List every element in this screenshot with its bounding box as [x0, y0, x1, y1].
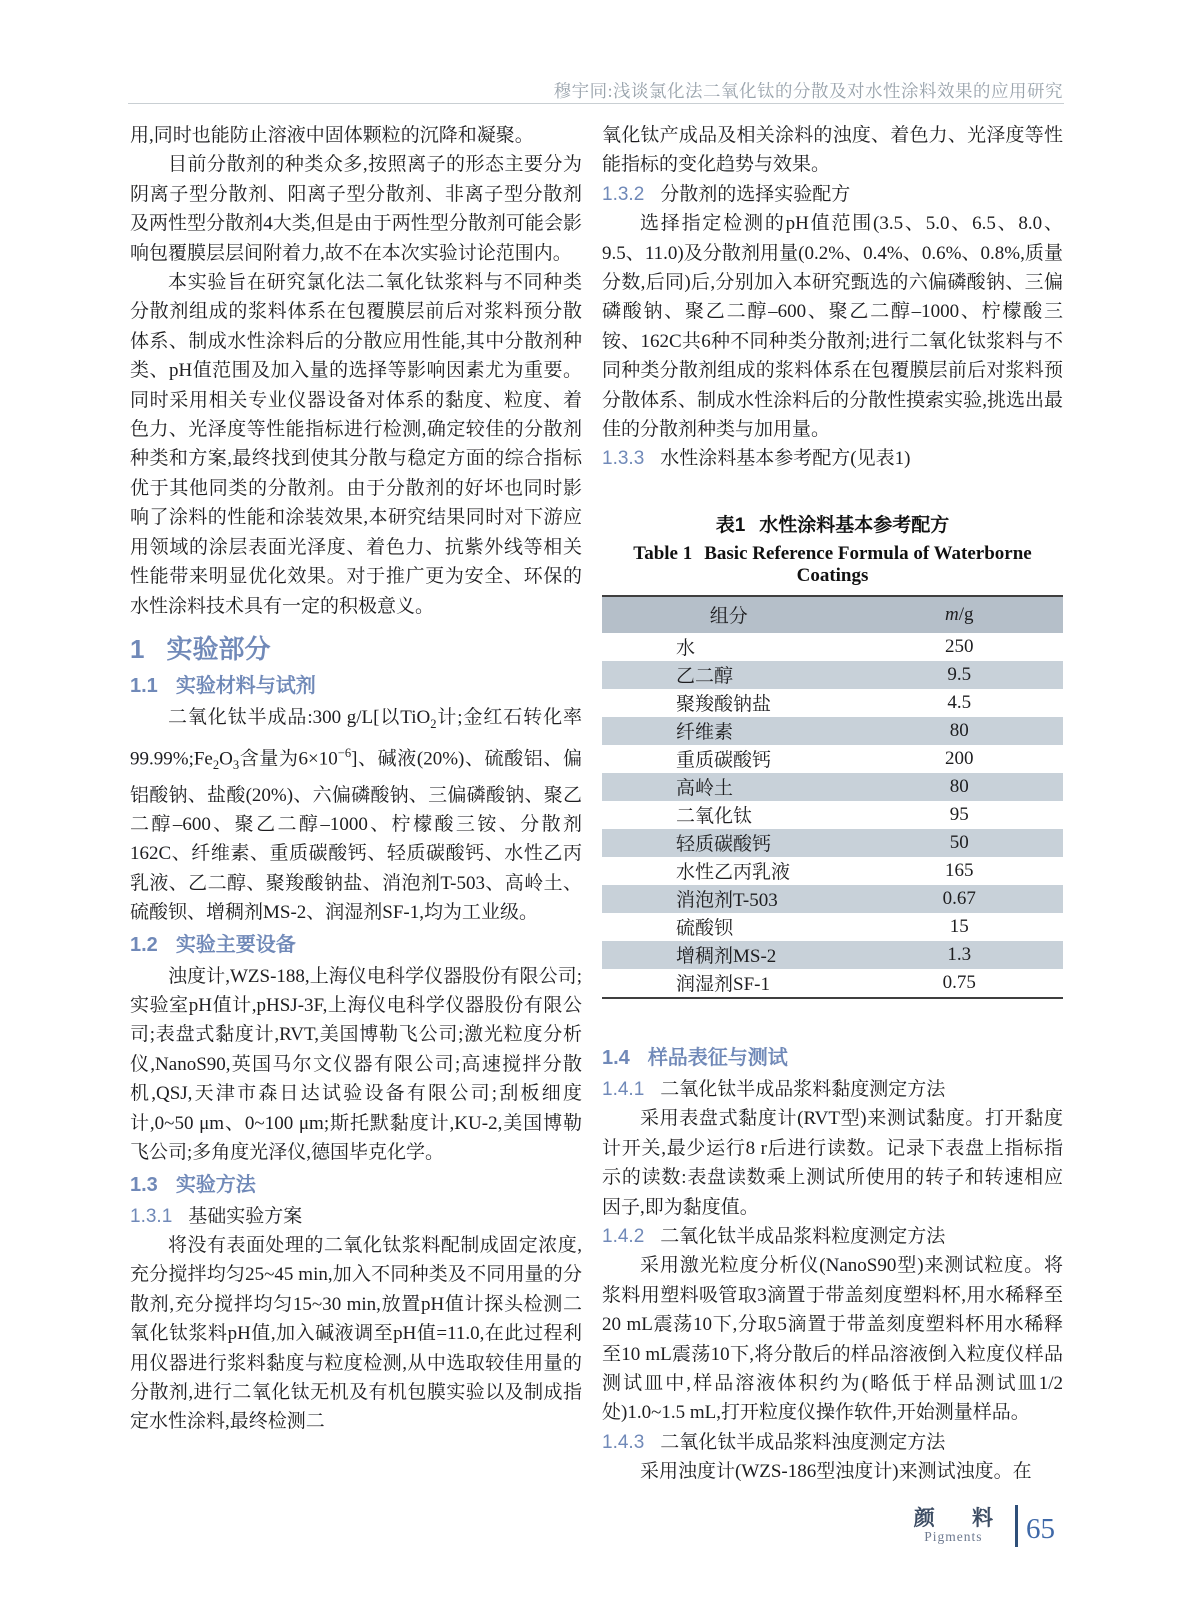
cell-component: 硫酸钡 — [676, 918, 734, 940]
cell-mass: 0.75 — [942, 971, 976, 993]
section-title: 二氧化钛半成品浆料粒度测定方法 — [660, 1225, 946, 1247]
section-title: 实验材料与试剂 — [175, 674, 316, 697]
paragraph: 用,同时也能防止溶液中固体颗粒的沉降和凝聚。 — [130, 125, 534, 146]
section-number: 1.3.2 — [602, 183, 645, 205]
section-heading-1-3-3 — [602, 444, 1063, 473]
paragraph: 将没有表面处理的二氧化钛浆料配制成固定浓度,充分搅拌均匀25~45 min,加入不同种类及不同用量的分散剂,充分搅拌均匀15~30 min,放置pH值计探头检测二氧化钛浆料pH值,加入碱液调至pH值=11.0,在此过程利用仪器进行浆料黏度与粒度检测,从中选取较佳用量的分散剂,进行二氧化钛无机及有机包膜实验以及制成指定水性涂料,最终检测二 — [130, 1234, 582, 1433]
section-heading-1-3 — [130, 1172, 582, 1198]
section-title: 基础实验方案 — [188, 1205, 303, 1227]
table-row — [602, 661, 1063, 689]
table-row — [602, 773, 1063, 801]
table-row — [602, 829, 1063, 857]
table1-caption-zh-title: 水性涂料基本参考配方 — [759, 514, 950, 536]
section-title: 分散剂的选择实验配方 — [660, 183, 851, 205]
cell-mass: 95 — [949, 803, 969, 825]
section-title: 实验部分 — [166, 633, 271, 664]
cell-component: 乙二醇 — [676, 666, 734, 688]
left-column — [130, 121, 582, 1437]
table1-caption-en-title: Basic Reference Formula of Waterborne Coatings — [704, 542, 1032, 586]
table-row — [602, 857, 1063, 885]
cell-component: 轻质碳酸钙 — [676, 834, 772, 856]
cell-mass: 250 — [945, 635, 974, 657]
cell-component: 水性乙丙乳液 — [676, 862, 791, 884]
table-row — [602, 969, 1063, 998]
right-column — [602, 121, 1063, 1487]
cell-mass: 200 — [945, 747, 974, 769]
cell-mass: 50 — [949, 831, 969, 853]
section-number: 1.1 — [130, 674, 158, 697]
paragraph: 选择指定检测的pH值范围(3.5、5.0、6.5、8.0、9.5、11.0)及分散剂用量(0.2%、0.4%、0.6%、0.8%,质量分数,后同)后,分别加入本研究甄选的六偏磷酸钠、三偏磷酸钠、聚乙二醇–600、聚乙二醇–1000、柠檬酸三铵、162C共6种不同种类分散剂;进行二氧化钛浆料与不同种类分散剂组成的浆料体系在包覆膜层前后对浆料预分散体系、制成水性涂料后的分散性摸索实验,挑选出最佳的分散剂种类与加用量。 — [602, 213, 1063, 441]
cell-mass: 80 — [949, 719, 969, 741]
section-heading-1-1 — [130, 673, 582, 699]
table-row — [602, 885, 1063, 913]
cell-mass: 9.5 — [947, 663, 972, 685]
section-number: 1 — [130, 633, 145, 664]
section-title: 水性涂料基本参考配方(见表1) — [660, 448, 911, 470]
cell-mass: 80 — [949, 775, 969, 797]
cell-mass: 15 — [949, 915, 969, 937]
cell-component: 高岭土 — [676, 778, 734, 800]
paragraph: 采用表盘式黏度计(RVT型)来测试黏度。打开黏度计开关,最少运行8 r后进行读数。记录下表盘上指标指示的读数:表盘读数乘上测试所使用的转子和转速相应因子,即为黏度值。 — [602, 1108, 1063, 1218]
cell-mass: 0.67 — [942, 887, 976, 909]
paragraph: 采用浊度计(WZS-186型浊度计)来测试浊度。在 — [640, 1461, 1032, 1483]
table-row — [602, 633, 1063, 661]
table-row — [602, 717, 1063, 745]
section-heading-1-3-2 — [602, 180, 1063, 209]
table-row — [602, 913, 1063, 941]
table1-caption-zh-label: 表1 — [715, 514, 746, 536]
table1-block — [602, 510, 1063, 999]
section-number: 1.4.3 — [602, 1431, 645, 1453]
table1-caption-en-label: Table 1 — [633, 542, 693, 564]
cell-component: 消泡剂T-503 — [676, 890, 778, 912]
cell-mass: 1.3 — [947, 943, 972, 965]
section-number: 1.2 — [130, 933, 158, 956]
paragraph: 浊度计,WZS-188,上海仪电科学仪器股份有限公司;实验室pH值计,pHSJ-3F,上海仪电科学仪器股份有限公司;表盘式黏度计,RVT,美国博勒飞公司;激光粒度分析仪,NanoS90,英国马尔文仪器有限公司;高速搅拌分散机,QSJ,天津市森日达试验设备有限公司;刮板细度计,0~50 μm、0~100 μm;斯托默黏度计,KU-2,美国博勒飞公司;多角度光泽仪,德国毕克化学。 — [130, 965, 582, 1164]
cell-component: 增稠剂MS-2 — [676, 946, 777, 968]
cell-component: 润湿剂SF-1 — [676, 974, 770, 996]
section-number: 1.4.1 — [602, 1078, 645, 1100]
paragraph: 本实验旨在研究氯化法二氧化钛浆料与不同种类分散剂组成的浆料体系在包覆膜层前后对浆料预分散体系、制成水性涂料后的分散应用性能,其中分散剂种类、pH值范围及加入量的选择等影响因素尤为重要。同时采用相关专业仪器设备对体系的黏度、粒度、着色力、光泽度等性能指标进行检测,确定较佳的分散剂种类和方案,最终找到使其分散与稳定方面的综合指标优于其他同类的分散剂。由于分散剂的好坏也同时影响了涂料的性能和涂装效果,本研究结果同时对下游应用领域的涂层表面光泽度、着色力、抗紫外线等相关性能带来明显优化效果。对于推广更为安全、环保的水性涂料技术具有一定的积极意义。 — [130, 272, 582, 617]
section-heading-1-3-1 — [130, 1202, 582, 1231]
cell-component: 聚羧酸钠盐 — [676, 694, 772, 716]
running-title: 穆宇同:浅谈氯化法二氧化钛的分散及对水性涂料效果的应用研究 — [553, 81, 1063, 101]
section-number: 1.4 — [602, 1046, 630, 1069]
paragraph: 目前分散剂的种类众多,按照离子的形态主要分为阴离子型分散剂、阳离子型分散剂、非离子型分散剂及两性型分散剂4大类,但是由于两性型分散剂可能会影响包覆膜层层间附着力,故不在本次实验讨论范围内。 — [130, 154, 582, 264]
section-heading-1-4-3 — [602, 1428, 1063, 1457]
section-title: 二氧化钛半成品浆料黏度测定方法 — [660, 1078, 946, 1100]
table-row — [602, 745, 1063, 773]
section-title: 实验主要设备 — [175, 933, 296, 956]
section-number: 1.4.2 — [602, 1225, 645, 1247]
section-heading-1-4-2 — [602, 1222, 1063, 1251]
header-rule — [128, 103, 1064, 104]
section-heading-1-4-1 — [602, 1075, 1063, 1104]
table1-header-row — [602, 596, 1063, 633]
page-footer — [898, 1502, 1055, 1550]
table1-header-component: 组分 — [709, 606, 748, 628]
paragraph: 采用激光粒度分析仪(NanoS90型)来测试粒度。将浆料用塑料吸管取3滴置于带盖刻度塑料杯,用水稀释至20 mL震荡10下,分取5滴置于带盖刻度塑料杯用水稀释至10 mL震荡10下,将分散后的样品溶液倒入粒度仪样品测试皿中,样品溶液体积约为(略低于样品测试皿1/2处)1.0~1.5 mL,打开粒度仪操作软件,开始测量样品。 — [602, 1255, 1063, 1424]
cell-mass: 165 — [945, 859, 974, 881]
section-number: 1.3.1 — [130, 1205, 173, 1227]
table1-caption-zh — [602, 510, 1063, 537]
journal-name-zh: 颜 料 — [913, 1506, 1009, 1530]
table-row — [602, 801, 1063, 829]
section-title: 二氧化钛半成品浆料浊度测定方法 — [660, 1431, 946, 1453]
section-title: 样品表征与测试 — [647, 1046, 788, 1069]
cell-component: 重质碳酸钙 — [676, 750, 772, 772]
section-heading-1 — [130, 634, 582, 664]
table1 — [602, 595, 1063, 999]
table1-caption-en — [602, 543, 1063, 587]
journal-name-en: Pigments — [924, 1529, 983, 1544]
section-number: 1.3 — [130, 1173, 158, 1196]
section-number: 1.3.3 — [602, 448, 645, 470]
cell-component: 纤维素 — [676, 722, 734, 744]
footer-divider-bar — [1015, 1505, 1018, 1547]
table-row — [602, 689, 1063, 717]
cell-component: 水 — [676, 638, 696, 660]
page-number: 65 — [1026, 1513, 1055, 1545]
table-row — [602, 941, 1063, 969]
section-title: 实验方法 — [175, 1173, 256, 1196]
cell-component: 二氧化钛 — [676, 806, 753, 828]
section-heading-1-4 — [602, 1045, 1063, 1071]
paragraph: 二氧化钛半成品:300 g/L[以TiO$_2$计;金红石转化率$99.99\%;Fe_2O_3$含量为$6\times 10^{-6}$]、碱液(20%)、硫酸铝、偏铝酸钠、盐酸(20%)、六偏磷酸钠、三偏磷酸钠、聚乙二醇–600、聚乙二醇–1000、柠檬酸三铵、分散剂162C、纤维素、重质碳酸钙、轻质碳酸钙、水性乙丙乳液、乙二醇、聚羧酸钠盐、消泡剂T-503、高岭土、硫酸钡、增稠剂MS-2、润湿剂SF-1,均为工业级。 — [130, 706, 583, 924]
journal-name — [898, 1507, 1009, 1545]
table1-header-mass: m/g — [945, 603, 974, 625]
section-heading-1-2 — [130, 932, 582, 958]
paragraph: 氧化钛产成品及相关涂料的浊度、着色力、光泽度等性能指标的变化趋势与效果。 — [602, 125, 1063, 176]
cell-mass: 4.5 — [947, 691, 972, 713]
